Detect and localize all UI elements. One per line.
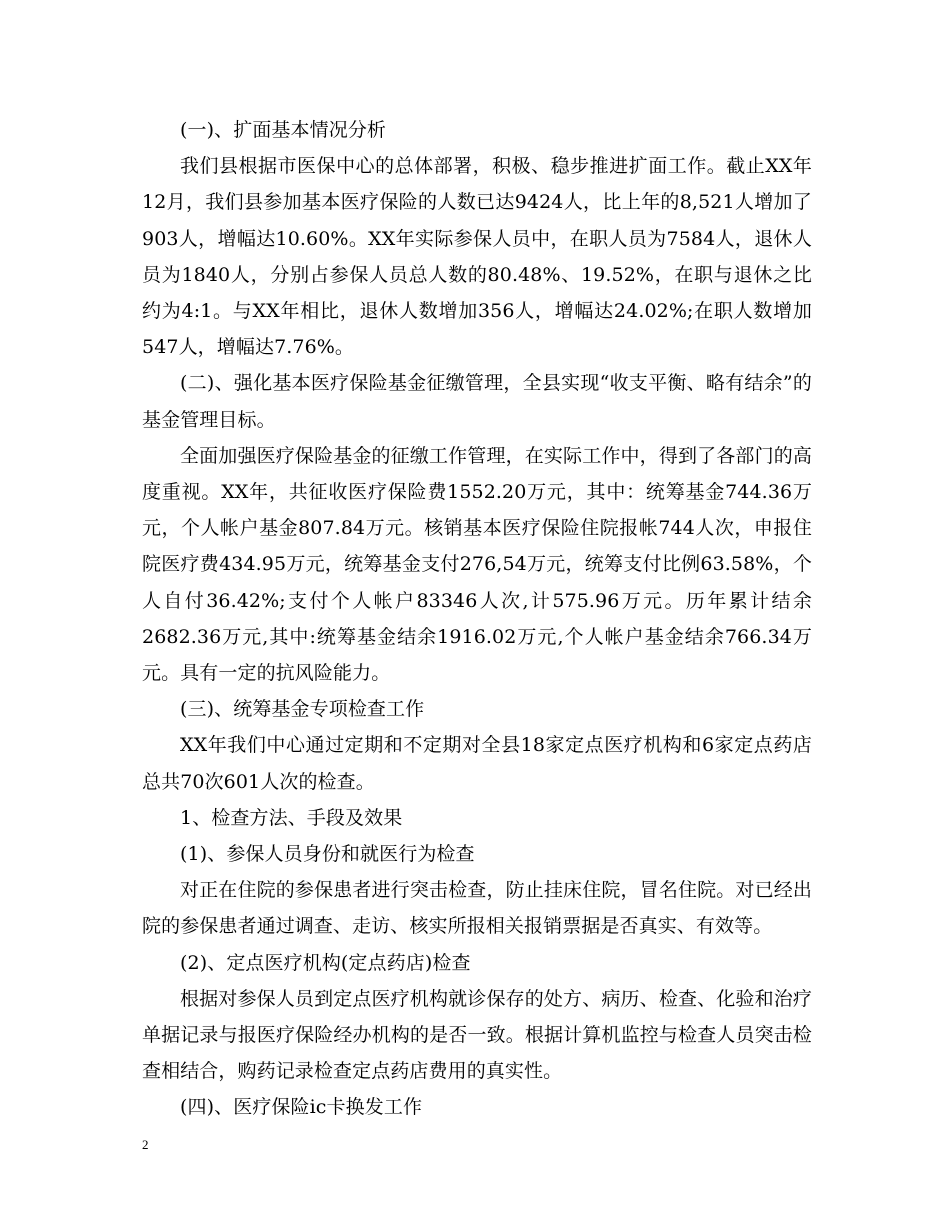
section-heading-4: (四)、医疗保险ic卡换发工作: [180, 1096, 423, 1119]
section-heading-2: (二)、强化基本医疗保险基金征缴管理，全县实现“收支平衡、略有结余”的基金管理目标。: [142, 372, 812, 431]
paragraph-institution-check: 根据对参保人员到定点医疗机构就诊保存的处方、病历、检查、化验和治疗单据记录与报医疗保险经办机构的是否一致。根据计算机监控与检查人员突击检查相结合，购药记录检查定点药店费用的真实性。: [142, 987, 812, 1083]
page-number: 2: [142, 1137, 149, 1152]
subheading-inspection-methods: 1、检查方法、手段及效果: [180, 806, 403, 829]
document-body: [142, 112, 812, 1126]
section-heading-1: (一)、扩面基本情况分析: [180, 119, 387, 141]
paragraph-inspection-summary: XX年我们中心通过定期和不定期对全县18家定点医疗机构和6家定点药店总共70次601人次的检查。: [142, 734, 812, 793]
section-heading-3: (三)、统筹基金专项检查工作: [180, 698, 425, 721]
paragraph-expansion-analysis: 我们县根据市医保中心的总体部署，积极、稳步推进扩面工作。截止XX年12月，我们县参加基本医疗保险的人数已达9424人，比上年的8,521人增加了903人，增幅达10.60%。XX年实际参保人员中，在职人员为7584人，退休人员为1840人，分别占参保人员总人数的80.48%、19.52%，在职与退休之比约为4:1。与XX年相比，退休人数增加356人，增幅达24.02%;在职人数增加547人，增幅达7.76%。: [142, 155, 812, 359]
paragraph-insured-identity-check: 对正在住院的参保患者进行突击检查，防止挂床住院，冒名住院。对已经出院的参保患者通过调查、走访、核实所报相关报销票据是否真实、有效等。: [142, 879, 812, 938]
paragraph-fund-collection: 全面加强医疗保险基金的征缴工作管理，在实际工作中，得到了各部门的高度重视。XX年，共征收医疗保险费1552.20万元，其中：统筹基金744.36万元，个人帐户基金807.84万元。核销基本医疗保险住院报帐744人次，申报住院医疗费434.95万元，统筹基金支付276,54万元，统筹支付比例63.58%，个人自付36.42%;支付个人帐户83346人次,计575.96万元。历年累计结余2682.36万元,其中:统筹基金结余1916.02万元,个人帐户基金结余766.34万元。具有一定的抗风险能力。: [142, 444, 812, 685]
subheading-institution-check: (2)、定点医疗机构(定点药店)检查: [180, 951, 471, 974]
subheading-insured-identity-check: (1)、参保人员身份和就医行为检查: [180, 843, 475, 866]
